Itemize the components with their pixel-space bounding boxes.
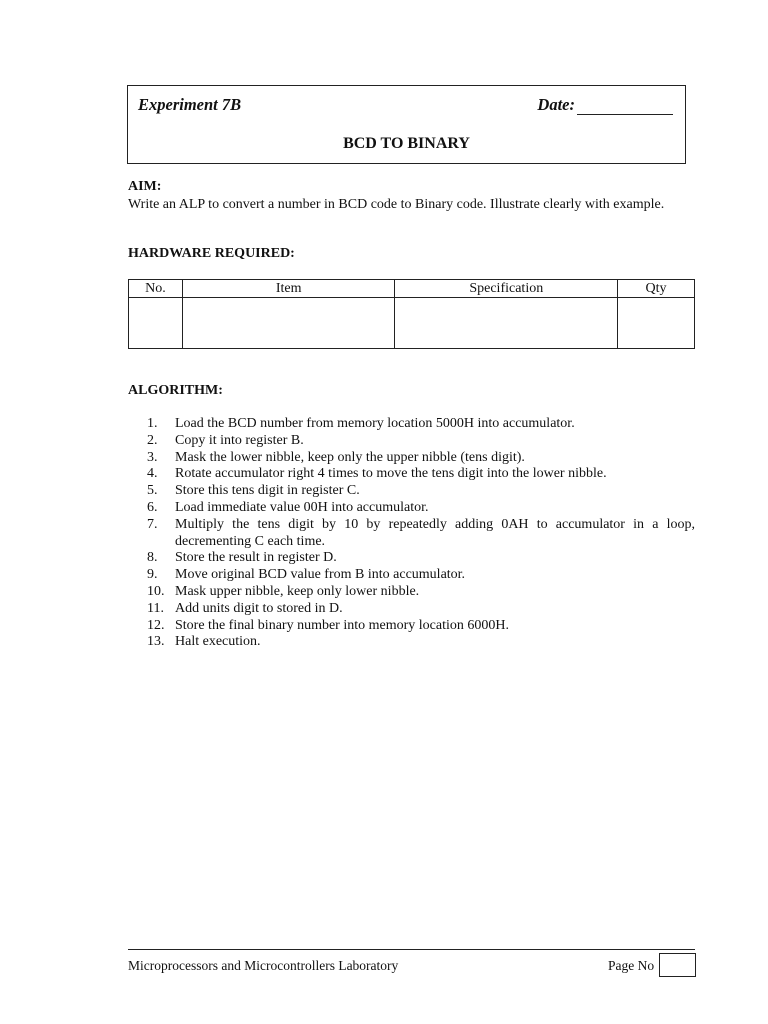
step-number: 1. (147, 416, 158, 431)
step-text: Mask upper nibble, keep only lower nibble. (175, 583, 420, 599)
step-text: Load immediate value 00H into accumulator. (175, 499, 429, 515)
list-item (147, 618, 695, 635)
column-header-specification: Specification (395, 280, 618, 298)
step-number: 6. (147, 499, 158, 515)
list-item (147, 450, 695, 467)
list-item (147, 483, 695, 500)
page-number-label: Page No (608, 958, 655, 973)
table-cell-specification (395, 298, 618, 349)
list-item (147, 584, 695, 601)
step-number: 2. (147, 432, 158, 448)
algorithm-steps (147, 416, 695, 651)
step-text: Store the final binary number into memory location 6000H. (175, 617, 509, 633)
list-item (147, 601, 695, 618)
hardware-table (128, 279, 695, 349)
list-item (147, 433, 695, 450)
list-item (147, 416, 695, 433)
page-number-box (659, 953, 696, 977)
step-number: 4. (147, 466, 158, 482)
column-header-no: No. (129, 280, 183, 298)
experiment-title: BCD TO BINARY (343, 135, 470, 152)
list-item (147, 634, 695, 651)
step-number: 7. (147, 516, 158, 532)
step-number: 13. (147, 634, 165, 650)
step-text: Move original BCD value from B into accumulator. (175, 567, 466, 583)
step-number: 10. (147, 583, 165, 599)
step-text: Add units digit to stored in D. (175, 600, 343, 616)
column-header-item: Item (182, 280, 395, 298)
step-text: Multiply the tens digit by 10 by repeatedly adding 0AH to accumulator in a loop, decrementing C each time. (175, 516, 695, 549)
step-number: 11. (147, 600, 164, 616)
footer-lab-name: Microprocessors and Microcontrollers Laboratory (128, 958, 399, 973)
aim-heading: AIM: (128, 179, 162, 194)
date-blank-line (577, 98, 673, 115)
experiment-number: Experiment 7B (138, 95, 242, 114)
list-item (147, 466, 695, 483)
step-number: 12. (147, 617, 165, 633)
list-item (147, 567, 695, 584)
hardware-heading: HARDWARE REQUIRED: (128, 246, 295, 261)
step-text: Halt execution. (175, 634, 261, 650)
date-field (537, 95, 673, 115)
table-cell-no (129, 298, 183, 349)
table-cell-item (182, 298, 395, 349)
step-text: Copy it into register B. (175, 432, 304, 448)
step-number: 5. (147, 483, 158, 499)
step-text: Load the BCD number from memory location 5000H into accumulator. (175, 416, 575, 431)
column-header-qty: Qty (618, 280, 695, 298)
footer-divider (128, 949, 695, 950)
experiment-header-box (127, 85, 686, 164)
hardware-table-header (129, 280, 695, 298)
step-number: 8. (147, 550, 158, 566)
step-text: Store this tens digit in register C. (175, 483, 360, 499)
algorithm-heading: ALGORITHM: (128, 383, 223, 398)
step-text: Store the result in register D. (175, 550, 337, 566)
table-cell-qty (618, 298, 695, 349)
step-number: 3. (147, 449, 158, 465)
step-number: 9. (147, 567, 158, 583)
list-item (147, 517, 695, 551)
list-item (147, 500, 695, 517)
step-text: Mask the lower nibble, keep only the upper nibble (tens digit). (175, 449, 525, 465)
step-text: Rotate accumulator right 4 times to move the tens digit into the lower nibble. (175, 466, 607, 482)
date-label: Date: (537, 95, 575, 114)
list-item (147, 550, 695, 567)
table-row (129, 298, 695, 349)
aim-text: Write an ALP to convert a number in BCD code to Binary code. Illustrate clearly with example. (128, 197, 665, 212)
